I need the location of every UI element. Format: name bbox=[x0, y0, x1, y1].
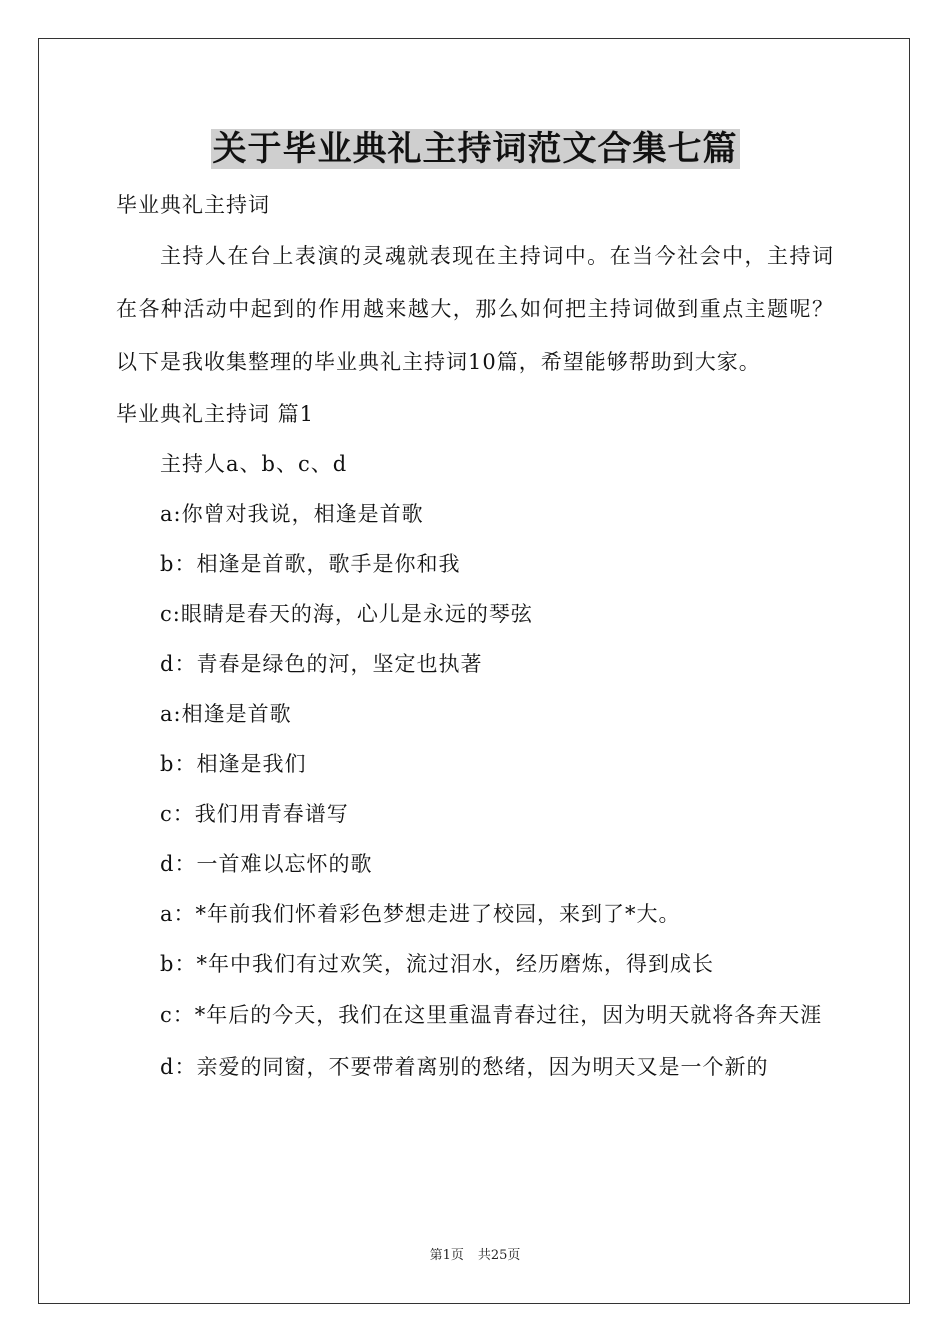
section-heading: 毕业典礼主持词 篇1 bbox=[116, 402, 315, 426]
script-line: b：*年中我们有过欢笑，流过泪水，经历磨炼，得到成长 bbox=[160, 952, 714, 976]
script-line: a:你曾对我说，相逢是首歌 bbox=[160, 502, 424, 526]
document-title-text: 关于毕业典礼主持词范文合集七篇 bbox=[212, 129, 738, 169]
script-line: b：相逢是我们 bbox=[160, 752, 307, 776]
script-line: d：青春是绿色的河，坚定也执著 bbox=[160, 652, 483, 676]
script-line: d：亲爱的同窗，不要带着离别的愁绪，因为明天又是一个新的 bbox=[160, 1055, 769, 1079]
script-line: b：相逢是首歌，歌手是你和我 bbox=[160, 552, 461, 576]
script-line: d：一首难以忘怀的歌 bbox=[160, 852, 373, 876]
script-line: c：*年后的今天，我们在这里重温青春过往，因为明天就将各奔天涯 bbox=[160, 1003, 823, 1027]
document-title bbox=[0, 127, 950, 171]
document-body bbox=[116, 180, 834, 1092]
script-line: c：我们用青春谱写 bbox=[160, 802, 349, 826]
intro-paragraph: 主持人在台上表演的灵魂就表现在主持词中。在当今社会中，主持词在各种活动中起到的作用越来越大，那么如何把主持词做到重点主题呢？以下是我收集整理的毕业典礼主持词10篇，希望能够帮助到大家。 bbox=[116, 244, 834, 374]
page-footer bbox=[0, 1246, 950, 1266]
script-line: 主持人a、b、c、d bbox=[160, 452, 348, 476]
section-heading: 毕业典礼主持词 bbox=[116, 193, 270, 217]
script-line: c:眼睛是春天的海，心儿是永远的琴弦 bbox=[160, 602, 533, 626]
script-line: a：*年前我们怀着彩色梦想走进了校园，来到了*大。 bbox=[160, 902, 681, 926]
page-number: 第1页 bbox=[429, 1248, 464, 1263]
page-total: 共25页 bbox=[477, 1248, 521, 1263]
script-line: a:相逢是首歌 bbox=[160, 702, 292, 726]
